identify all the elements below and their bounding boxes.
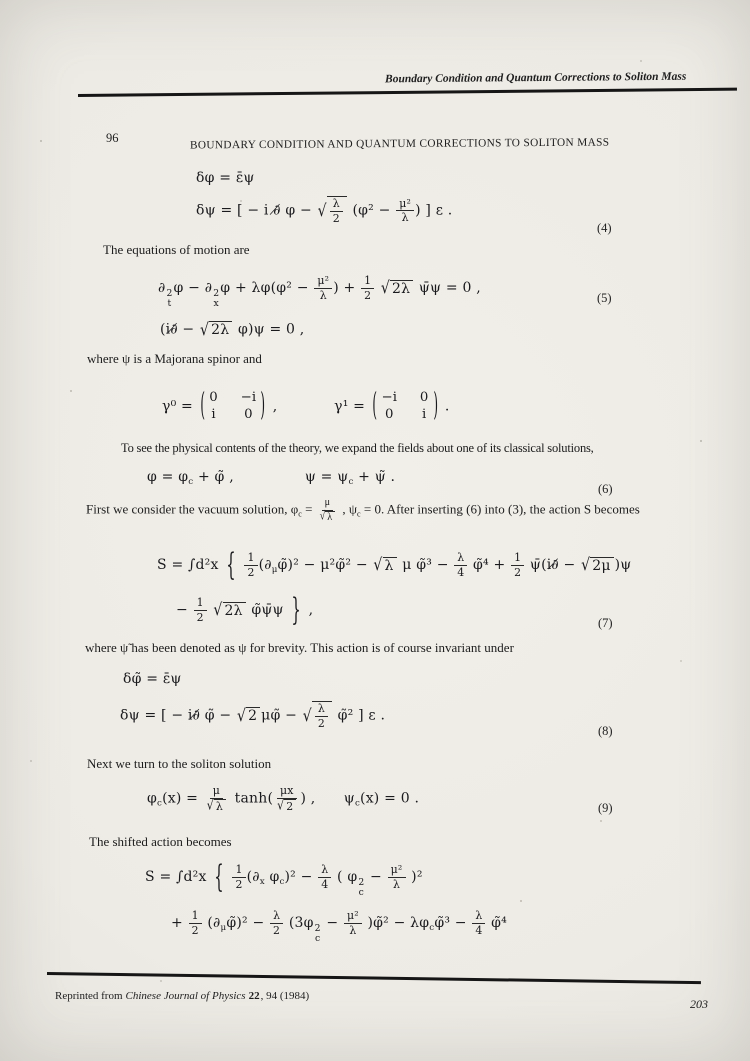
equation-5-line-2: (i∂̸ − √ 2λ φ)ψ = 0 ,: [160, 319, 305, 340]
equation-8-line-2: δψ = [ − i∂̸ φ̃ − √ 2 μφ̃ − √ $\frac{\lambda}{2}$ φ̃² ] ε .: [120, 702, 386, 730]
paragraph-equations-of-motion: The equations of motion are: [103, 242, 250, 257]
equation-number-6: (6): [598, 482, 613, 496]
paragraph-expand-fields: To see the physical contents of the theory, we expand the fields about one of its classical solutions,: [121, 441, 594, 455]
footer-rule: [47, 972, 701, 984]
footer-volume: 22: [248, 990, 260, 1002]
paragraph-shifted-action: The shifted action becomes: [89, 834, 232, 849]
header-rule: [78, 88, 737, 97]
equation-10-line-1: S = ∫d²x { $\frac{1}{2}$ ($\partial_x$ $\varphi_c)^2$ − $\frac{\lambda}{4}$ ( φ 2 c − $\frac{\text{μ²}}{\lambda}$ )²: [145, 859, 423, 898]
footer-reprint-line: [55, 990, 309, 1002]
equation-7-line-2: − $\frac{1}{2}$ √ 2λ φ̃ψ̄ψ } ,: [176, 592, 314, 628]
equation-9-line-1: $\varphi_c(x)$ = μ √ λ tanh( μx √ 2 ) , $\psi_c(x) = 0$ .: [147, 784, 420, 814]
journal-header-title: Boundary Condition and Quantum Corrections to Soliton Mass: [384, 70, 687, 86]
page-number-bottom: 203: [690, 997, 708, 1011]
equation-number-7: (7): [598, 616, 613, 630]
footer-journal-name: Chinese Journal of Physics: [125, 990, 246, 1002]
equation-5-line-1: ∂ 2 t φ − ∂ 2 x φ + λφ(φ² − $\frac{\text{μ²}}{\lambda}$ ) + $\frac{1}{2}$ √ 2λ ψ̄ψ = 0 ,: [158, 274, 481, 309]
paragraph-majorana-spinor: where ψ is a Majorana spinor and: [87, 351, 262, 366]
footer-citation-rest: , 94 (1984): [260, 990, 310, 1002]
equation-number-8: (8): [598, 724, 613, 738]
equation-gamma-matrices: γ⁰ = ( 0 −i i 0 ) , γ¹ = ( −i 0 0 i ) .: [162, 387, 450, 425]
paper-speckles: [40, 140, 42, 142]
paragraph-vacuum-solution: First we consider the vacuum solution, $\varphi_c$ = μ √ λ , $\psi_c = 0$. After inserting (6) into (3), the action S becomes: [86, 497, 640, 524]
equation-number-9: (9): [598, 801, 613, 815]
paragraph-soliton-solution: Next we turn to the soliton solution: [87, 756, 272, 771]
equation-8-line-1: δφ̃ = ε̄ψ: [123, 671, 182, 687]
equation-10-line-2: + $\frac{1}{2}$ $(\partial_\mu\varphĩ)^2$ − $\frac{\lambda}{2}$ (3φ 2 c − $\frac{\text{μ²}}{\lambda}$ )φ̃² − $\lambda\varphi_c\varphĩ^3$ − $\frac{\lambda}{4}$ φ̃⁴: [171, 909, 507, 944]
equation-6-line-1: $\varphi = \varphi_c$ + φ̃ , $\psi = \psi_c$ + ψ̃ .: [147, 469, 396, 488]
running-title: BOUNDARY CONDITION AND QUANTUM CORRECTIONS TO SOLITON MASS: [189, 136, 610, 152]
page-number-top: 96: [106, 131, 119, 145]
equation-number-4: (4): [597, 221, 612, 235]
equation-4-line-2: δψ = [ − i ∂̸ φ − √ $\frac{\lambda}{2}$ (φ² − $\frac{\text{μ²}}{\lambda}$ ) ] ε .: [196, 196, 453, 225]
footer-prefix: Reprinted from: [55, 990, 123, 1002]
equation-4-line-1: δφ = ε̄ψ: [196, 170, 255, 186]
equation-number-5: (5): [597, 291, 612, 305]
equation-7-line-1: S = ∫d²x { $\frac{1}{2}$ $(\partial_\mu\varphĩ)^2$ − μ²φ̃² − √ λ μ φ̃³ − $\frac{\lambda}{4}$ φ̃⁴ + $\frac{1}{2}$ ψ̄(i∂̸ − √ 2μ )ψ: [157, 547, 632, 583]
paragraph-brevity: where ψ̃ has been denoted as ψ for brevity. This action is of course invariant under: [85, 640, 514, 655]
